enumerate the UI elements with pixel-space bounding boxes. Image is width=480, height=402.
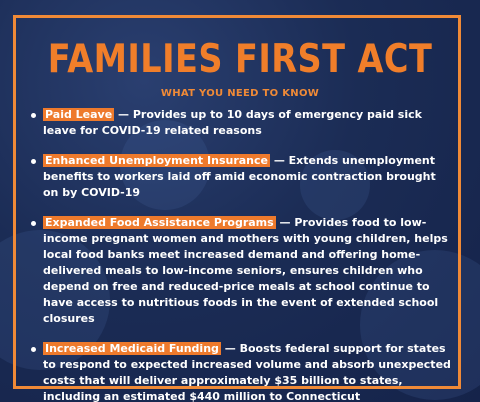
bullet-icon bbox=[31, 159, 36, 164]
item-description: — Provides food to low-income pregnant women and mothers with young children, helps local food banks meet increased demand and offering home-delivered meals to low-income seniors, ensures children who depend on free and reduced-price meals at school continue to have access to nutritious foods in the event of extended school closures bbox=[43, 216, 448, 325]
item-description: — Provides up to 10 days of emergency paid sick leave for COVID-19 related reasons bbox=[43, 108, 422, 137]
item-label: Enhanced Unemployment Insurance bbox=[45, 154, 268, 167]
list-item-medicaid bbox=[30, 341, 454, 402]
bullet-icon bbox=[31, 113, 36, 118]
bullet-icon bbox=[31, 347, 36, 352]
item-description: — Boosts federal support for states to respond to expected increased volume and absorb unexpected costs that will deliver approximately $35 billion to states, including an estimated $440 million to Connecticut bbox=[43, 342, 451, 402]
list-item-unemployment bbox=[30, 153, 454, 201]
list-item-food-assistance bbox=[30, 215, 454, 327]
item-label: Increased Medicaid Funding bbox=[45, 342, 219, 355]
item-label: Expanded Food Assistance Programs bbox=[45, 216, 274, 229]
bullet-icon bbox=[31, 221, 36, 226]
item-description: — Extends unemployment benefits to workers laid off amid economic contraction brought on by COVID-19 bbox=[43, 154, 436, 199]
page-title: FAMILIES FIRST ACT bbox=[47, 37, 433, 82]
page-subtitle: WHAT YOU NEED TO KNOW bbox=[160, 88, 320, 99]
benefit-list bbox=[30, 107, 454, 402]
list-item-paid-leave bbox=[30, 107, 454, 139]
item-label: Paid Leave bbox=[45, 108, 113, 121]
